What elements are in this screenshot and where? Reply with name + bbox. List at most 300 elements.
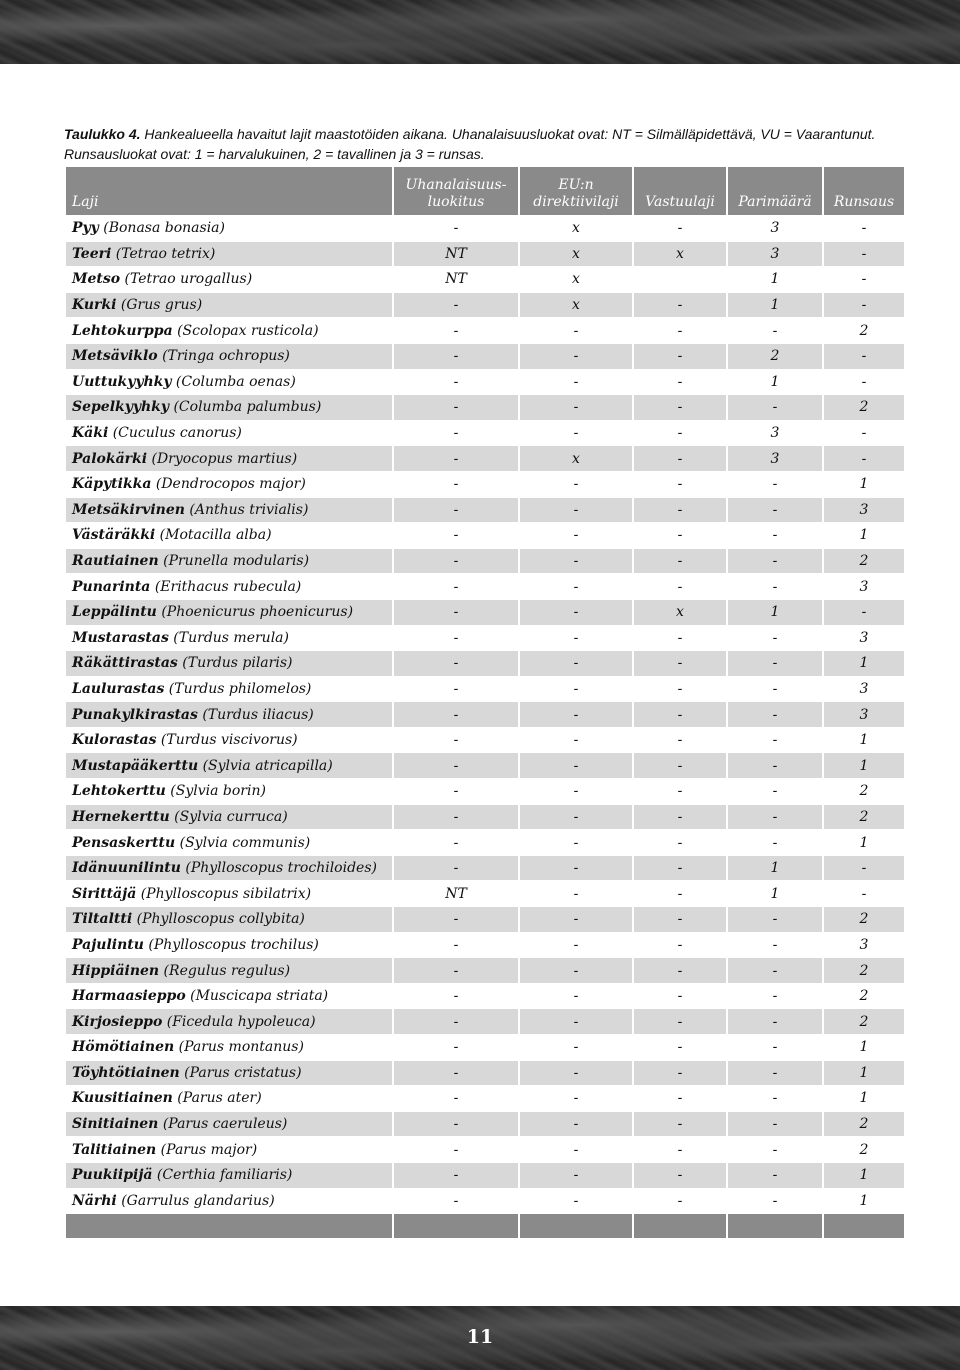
cell-runsaus: 2 [859,988,869,1005]
cell-runsaus: - [861,271,867,288]
species-latin: (Tringa ochropus) [157,348,290,365]
cell-vastuulaji: - [634,395,726,420]
header-uhanalaisuus-line1: Uhanalaisuus- [405,177,507,193]
cell-parimaara: - [728,753,822,778]
cell-parimaara: - [728,549,822,574]
cell-uhanalaisuus: - [453,834,459,851]
cell-vastuulaji: x [634,600,726,625]
cell-laji [66,1163,392,1188]
cell-vastuulaji: - [634,498,726,523]
cell-parimaara: - [772,1192,778,1209]
cell-laji [66,446,392,471]
species-latin: (Parus caeruleus) [158,1116,288,1133]
cell-runsaus: 2 [824,805,904,830]
cell-runsaus: - [824,446,904,471]
cell-laji [66,702,392,727]
species-name: Mustarastas [72,629,169,646]
species-latin: (Muscicapa striata) [185,988,329,1005]
table-caption [64,124,904,164]
cell-vastuulaji: - [677,220,683,237]
cell-vastuulaji: - [677,988,683,1005]
cell-vastuulaji: - [634,549,726,574]
species-name: Kurki [72,297,117,314]
cell-vastuulaji: - [634,446,726,471]
header-eu-line2: direktiivilaji [533,194,619,210]
cell-runsaus: - [861,885,867,902]
species-latin: (Grus grus) [116,297,203,314]
cell-eu-direktiivilaji: - [573,476,579,493]
table-row [66,216,904,241]
species-latin: (Phylloscopus sibilatrix) [136,885,312,902]
cell-parimaara: - [772,988,778,1005]
species-name: Metso [72,271,121,288]
species-name: Hömötiainen [72,1039,175,1056]
cell-uhanalaisuus: - [453,322,459,339]
cell-laji [66,753,392,778]
cell-eu-direktiivilaji: - [573,885,579,902]
species-latin: (Turdus merula) [168,629,289,646]
cell-vastuulaji: - [677,578,683,595]
cell-vastuulaji: - [634,1163,726,1188]
cell-laji [66,677,392,702]
species-name: Talitiainen [72,1141,157,1158]
species-latin: (Sylvia atricapilla) [198,757,333,774]
cell-laji [66,242,392,267]
cell-uhanalaisuus: - [453,629,459,646]
cell-uhanalaisuus: - [453,783,459,800]
cell-eu-direktiivilaji: - [520,753,632,778]
cell-parimaara: - [728,1112,822,1137]
cell-eu-direktiivilaji: - [573,732,579,749]
species-latin: (Tetrao tetrix) [111,245,216,262]
cell-parimaara: 3 [770,425,780,442]
cell-runsaus: 1 [824,753,904,778]
table-row [66,1163,904,1188]
cell-eu-direktiivilaji: - [573,1039,579,1056]
cell-parimaara: - [772,732,778,749]
cell-laji [66,933,392,958]
cell-parimaara: 1 [728,600,822,625]
table-row [66,600,904,625]
cell-uhanalaisuus: - [394,702,518,727]
species-latin: (Scolopax rusticola) [172,322,319,339]
cell-uhanalaisuus: NT [445,885,467,902]
cell-runsaus: - [861,425,867,442]
cell-uhanalaisuus: - [394,446,518,471]
species-name: Palokärki [72,450,148,467]
species-name: Kuusitiainen [72,1090,173,1107]
cell-eu-direktiivilaji: - [520,1009,632,1034]
cell-parimaara: 1 [770,373,780,390]
species-latin: (Parus major) [156,1141,258,1158]
cell-eu-direktiivilaji: - [520,1163,632,1188]
cell-vastuulaji: - [677,322,683,339]
cell-eu-direktiivilaji: x [572,220,580,237]
cell-parimaara: - [772,629,778,646]
cell-vastuulaji: - [677,1090,683,1107]
footer-cell [728,1214,822,1238]
cell-vastuulaji: - [634,856,726,881]
cell-vastuulaji: - [634,753,726,778]
footer-cell [824,1214,904,1238]
cell-uhanalaisuus: - [394,1061,518,1086]
page-number: 11 [466,1326,494,1348]
cell-parimaara: - [772,680,778,697]
cell-parimaara: - [728,702,822,727]
species-latin: (Tetrao urogallus) [120,271,253,288]
table-row [66,779,904,804]
cell-laji [66,1137,392,1162]
cell-laji [66,626,392,651]
cell-laji [66,421,392,446]
cell-eu-direktiivilaji: - [520,958,632,983]
species-name: Hippiäinen [72,962,160,979]
cell-laji [66,344,392,369]
cell-parimaara: - [772,578,778,595]
cell-vastuulaji: - [677,834,683,851]
species-latin: (Erithacus rubecula) [150,578,302,595]
cell-eu-direktiivilaji: - [520,702,632,727]
cell-runsaus: 2 [824,395,904,420]
table-row [66,728,904,753]
table-row [66,1086,904,1111]
species-name: Käpytikka [72,476,152,493]
cell-uhanalaisuus: - [453,220,459,237]
cell-parimaara: - [728,498,822,523]
cell-runsaus: 2 [859,1141,869,1158]
cell-vastuulaji: - [634,1009,726,1034]
cell-runsaus: 2 [824,907,904,932]
cell-uhanalaisuus: - [394,856,518,881]
cell-parimaara: - [772,783,778,800]
cell-laji [66,498,392,523]
species-name: Käki [72,425,109,442]
header-uhanalaisuus [394,167,518,215]
cell-vastuulaji: - [677,885,683,902]
cell-runsaus: 1 [859,1192,869,1209]
footer-cell [520,1214,632,1238]
caption-text: Hankealueella havaitut lajit maastotöiden aikana. Uhanalaisuusluokat ovat: NT = Silmälläpidettävä, VU = Vaarantunut. Runsausluokat ovat: 1 = harvalukuinen, 2 = tavallinen ja 3 = runsas. [64,126,876,162]
cell-laji [66,600,392,625]
cell-uhanalaisuus: - [394,958,518,983]
species-name: Harmaasieppo [72,988,186,1005]
cell-eu-direktiivilaji: - [573,680,579,697]
species-latin: (Turdus iliacus) [197,706,314,723]
table-row [66,498,904,523]
cell-uhanalaisuus: - [453,1141,459,1158]
cell-parimaara: 1 [728,293,822,318]
cell-uhanalaisuus: - [394,549,518,574]
cell-parimaara: - [728,958,822,983]
table-row [66,677,904,702]
cell-eu-direktiivilaji: - [520,344,632,369]
cell-laji [66,651,392,676]
cell-runsaus: 1 [859,1090,869,1107]
cell-eu-direktiivilaji: - [573,578,579,595]
cell-runsaus: - [824,856,904,881]
cell-eu-direktiivilaji: - [520,907,632,932]
species-name: Metsäviklo [72,348,158,365]
species-latin: (Turdus viscivorus) [156,732,298,749]
table-row [66,421,904,446]
caption-label: Taulukko 4. [64,126,141,142]
species-name: Sirittäjä [72,885,137,902]
cell-runsaus: 2 [824,549,904,574]
cell-laji [66,907,392,932]
species-latin: (Dendrocopos major) [151,476,306,493]
species-name: Räkättirastas [72,655,178,672]
species-name: Tiltaltti [72,911,133,928]
species-name: Uuttukyyhky [72,373,172,390]
species-latin: (Regulus regulus) [159,962,291,979]
cell-uhanalaisuus: - [453,1090,459,1107]
cell-eu-direktiivilaji: x [520,446,632,471]
footer-cell [394,1214,518,1238]
cell-eu-direktiivilaji: - [520,549,632,574]
table-row [66,1189,904,1214]
species-name: Teeri [72,245,112,262]
species-name: Punakylkirastas [72,706,198,723]
species-latin: (Phylloscopus trochilus) [143,936,319,953]
species-name: Närhi [72,1192,117,1209]
table-row [66,753,904,778]
cell-runsaus: 3 [859,680,869,697]
cell-runsaus: 3 [859,936,869,953]
cell-parimaara: - [772,834,778,851]
species-name: Sinitiainen [72,1116,159,1133]
cell-vastuulaji: - [634,344,726,369]
table-footer-row [66,1214,904,1238]
cell-vastuulaji: - [634,702,726,727]
cell-eu-direktiivilaji: - [573,373,579,390]
species-latin: (Sylvia communis) [175,834,311,851]
species-name: Metsäkirvinen [72,501,185,518]
table-row [66,958,904,983]
cell-vastuulaji: - [677,425,683,442]
species-name: Rautiainen [72,553,159,570]
cell-parimaara: 1 [770,271,780,288]
species-name: Mustapääkerttu [72,757,199,774]
cell-laji [66,1086,392,1111]
cell-uhanalaisuus: - [453,578,459,595]
species-latin: (Columba palumbus) [169,399,322,416]
cell-uhanalaisuus: - [394,498,518,523]
species-name: Lehtokerttu [72,783,166,800]
species-latin: (Parus ater) [172,1090,262,1107]
species-latin: (Prunella modularis) [158,553,310,570]
cell-eu-direktiivilaji: - [573,527,579,544]
cell-uhanalaisuus: - [394,293,518,318]
species-name: Kulorastas [72,732,157,749]
cell-runsaus: 2 [824,958,904,983]
table-row [66,1035,904,1060]
cell-eu-direktiivilaji: x [572,271,580,288]
table-row [66,984,904,1009]
cell-eu-direktiivilaji: - [573,1090,579,1107]
table-row [66,395,904,420]
cell-laji [66,267,392,292]
cell-parimaara: - [772,476,778,493]
cell-laji [66,293,392,318]
species-latin: (Anthus trivialis) [184,501,309,518]
species-latin: (Bonasa bonasia) [98,220,225,237]
cell-parimaara: - [772,1039,778,1056]
cell-uhanalaisuus: - [394,1009,518,1034]
species-table [64,166,906,1239]
cell-runsaus: 1 [824,1163,904,1188]
cell-laji [66,318,392,343]
cell-uhanalaisuus: NT [445,271,467,288]
table-row [66,702,904,727]
species-latin: (Turdus philomelos) [164,680,312,697]
cell-runsaus: 3 [859,629,869,646]
cell-uhanalaisuus: - [394,344,518,369]
table-row [66,626,904,651]
species-latin: (Parus montanus) [174,1039,304,1056]
species-name: Pyy [72,220,99,237]
cell-eu-direktiivilaji: - [573,834,579,851]
species-latin: (Certhia familiaris) [152,1167,293,1184]
cell-eu-direktiivilaji: - [573,1141,579,1158]
cell-vastuulaji: - [634,1112,726,1137]
species-name: Sepelkyyhky [72,399,170,416]
species-name: Laulurastas [72,680,165,697]
cell-uhanalaisuus: NT [394,242,518,267]
cell-parimaara: - [772,936,778,953]
cell-vastuulaji: x [634,242,726,267]
cell-laji [66,779,392,804]
cell-parimaara: 3 [770,220,780,237]
table-row [66,242,904,267]
cell-runsaus: 2 [824,1009,904,1034]
table-row [66,267,904,292]
cell-laji [66,984,392,1009]
cell-runsaus: 2 [824,1112,904,1137]
cell-runsaus: 3 [824,702,904,727]
cell-parimaara: 2 [728,344,822,369]
cell-vastuulaji: - [634,1061,726,1086]
table-row [66,370,904,395]
cell-uhanalaisuus: - [394,1112,518,1137]
cell-vastuulaji: - [634,805,726,830]
cell-parimaara: - [772,527,778,544]
cell-laji [66,856,392,881]
header-vastuulaji: Vastuulaji [634,167,726,215]
cell-vastuulaji: - [634,907,726,932]
cell-runsaus: 3 [824,498,904,523]
species-name: Idänuunilintu [72,860,181,877]
cell-runsaus: - [824,600,904,625]
species-latin: (Turdus pilaris) [177,655,293,672]
cell-runsaus: - [824,242,904,267]
cell-eu-direktiivilaji: - [520,600,632,625]
cell-eu-direktiivilaji: - [573,322,579,339]
header-eu-direktiivilaji [520,167,632,215]
cell-eu-direktiivilaji: - [573,988,579,1005]
cell-runsaus: 3 [859,578,869,595]
species-name: Hernekerttu [72,808,170,825]
cell-uhanalaisuus: - [394,753,518,778]
cell-runsaus: - [824,344,904,369]
header-eu-line1: EU:n [558,177,594,193]
table-row [66,1112,904,1137]
cell-uhanalaisuus: - [453,527,459,544]
cell-eu-direktiivilaji: - [573,629,579,646]
cell-laji [66,370,392,395]
cell-eu-direktiivilaji: - [520,1112,632,1137]
table-row [66,523,904,548]
header-texture-band [0,0,960,64]
cell-runsaus: 1 [859,732,869,749]
cell-vastuulaji: - [677,476,683,493]
cell-uhanalaisuus: - [394,600,518,625]
cell-runsaus: 1 [859,1039,869,1056]
cell-parimaara: - [728,1163,822,1188]
cell-laji [66,216,392,241]
cell-laji [66,1061,392,1086]
cell-vastuulaji: - [677,527,683,544]
cell-parimaara: - [772,1090,778,1107]
table-row [66,830,904,855]
cell-uhanalaisuus: - [453,373,459,390]
cell-uhanalaisuus: - [453,732,459,749]
cell-laji [66,1189,392,1214]
cell-parimaara: - [728,651,822,676]
cell-parimaara: 1 [728,856,822,881]
species-name: Västäräkki [72,527,156,544]
cell-vastuulaji: - [677,936,683,953]
cell-vastuulaji: - [677,732,683,749]
species-latin: (Phylloscopus trochiloides) [180,860,377,877]
cell-runsaus: 1 [824,1061,904,1086]
cell-uhanalaisuus: - [453,988,459,1005]
species-latin: (Phylloscopus collybita) [132,911,305,928]
table-row [66,1009,904,1034]
cell-runsaus: 1 [859,476,869,493]
cell-eu-direktiivilaji: - [573,1192,579,1209]
cell-eu-direktiivilaji: x [520,293,632,318]
table-row [66,549,904,574]
cell-runsaus: - [824,293,904,318]
table-row [66,574,904,599]
cell-laji [66,958,392,983]
cell-eu-direktiivilaji: - [573,936,579,953]
cell-laji [66,574,392,599]
table-row [66,1137,904,1162]
table-row [66,651,904,676]
cell-parimaara: 3 [728,242,822,267]
cell-runsaus: 2 [859,783,869,800]
cell-runsaus: 1 [859,834,869,851]
cell-eu-direktiivilaji: - [520,856,632,881]
cell-uhanalaisuus: - [453,425,459,442]
cell-parimaara: - [772,322,778,339]
cell-laji [66,1035,392,1060]
cell-uhanalaisuus: - [453,1192,459,1209]
cell-parimaara: - [728,907,822,932]
species-name: Puukiipijä [72,1167,153,1184]
cell-laji [66,728,392,753]
table-row [66,805,904,830]
cell-eu-direktiivilaji: - [520,395,632,420]
header-uhanalaisuus-line2: luokitus [427,194,485,210]
cell-laji [66,830,392,855]
header-runsaus: Runsaus [824,167,904,215]
table-row [66,344,904,369]
cell-uhanalaisuus: - [394,907,518,932]
cell-laji [66,395,392,420]
cell-eu-direktiivilaji: - [520,498,632,523]
